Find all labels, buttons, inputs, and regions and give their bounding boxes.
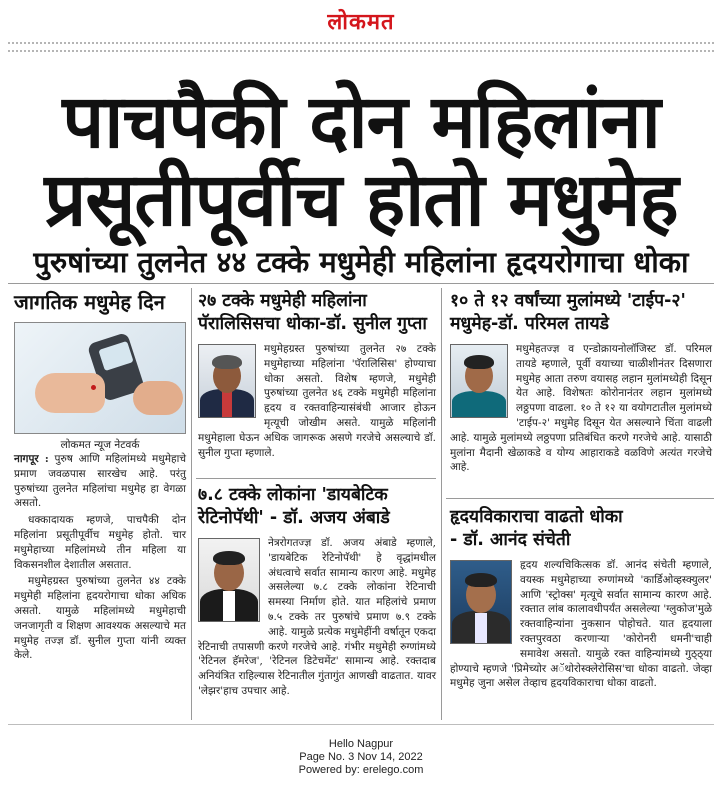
byline: लोकमत न्यूज नेटवर्क — [60, 439, 140, 451]
article-2a-title-line-1: २७ टक्के मधुमेही महिलांना — [198, 291, 367, 311]
article-2b-title-line-1: ७.८ टक्के लोकांना 'डायबेटिक — [198, 485, 388, 505]
masthead — [0, 6, 722, 36]
headline-divider — [8, 283, 714, 284]
article-2a-body — [198, 342, 436, 460]
footer-publication: Hello Nagpur — [328, 738, 394, 750]
article-3b-text: हृदय शल्यचिकित्सक डॉ. आनंद संचेती म्हणाले, वयस्क मधुमेहाच्या रुग्णांमध्ये 'कार्डिओव्हस्क्युलर' आणि 'स्ट्रोक्स' मृत्यूचे सर्वात सामान्य कारण आहे. रक्तात लांब कालावधीपर्यंत असलेल्या 'ग्लुकोज'मुळे रक्तवाहिन्यांना नुकसान पोहोचते. यात हृदयाला रक्तपुरवठा करणाऱ्या 'कोरोनरी धमनी'चाही समावेश असतो. यामुळे रक्त वाहिन्यांमध्ये गुठ्ठ्या होण्याचे म्हणजे 'प्रिमेच्योर अॅथोरोस्क्लेरोसिस'चा धोका वाढतो. जेव्हा मधुमेह जुना असेल तेव्हाच हृदयविकाराचा धोका वाढतो. — [450, 559, 712, 690]
article-diabetic-retinopathy — [198, 484, 436, 701]
article-2b-title-line-2: रेटिनोपॅथी' - डॉ. अजय अंबाडे — [198, 508, 390, 528]
article-2b-text: नेत्ररोगतज्ज्ञ डॉ. अजय अंबाडे म्हणाले, 'डायबेटिक रेटिनोपॅथी' हे वृद्धांमधील अंधत्वाचे सर्वात सामान्य कारण आहे. मधुमेह असलेल्या ७.८ टक्के लोकांना रेटिनाची समस्या निर्माण होते. यात महिलांचे प्रमाण ७.५ टक्के तर पुरुषांचे प्रमाण ७.९ टक्के आहे. यामुळे प्रत्येक मधुमेहींनी वर्षातून एकदा रेटिनाची तपासणी करणे गरजेचे आहे. गंभीर मधुमेही रुग्णांमध्ये 'रेटिनल हॅमरेज', 'रेटिनल डिटेचमेंट' सामान्य आहे. रक्तदाब अनियंत्रित राहिल्यास रेटिनातील गुंतागुंत आणखी वाढतात. यावर 'लेझर'हाच उपचार आहे. — [198, 537, 436, 697]
column-3-divider — [446, 498, 714, 499]
article-3a-text: मधुमेहतज्ज्ञ व एन्डोक्रायनोलॉजिस्ट डॉ. परिमल तायडे म्हणाले, पूर्वी वयाच्या चाळीशीनंतर दिसणारा मधुमेह आता तरुण वयासह लहान मुलांमध्येही दिसून येत आहे. विशेषतः कोरोनानंतर लहान मुलांमध्ये लठ्ठपणा वाढला. १० ते १२ या वयोगटातील मुलांमध्ये 'टाईप-२' मधुमेह दिसून येत असल्याने चिंता वाढली आहे. यामुळे मुलांमध्ये लठ्ठपणा प्रतिबंधित करणे गरजेचे आहे. यासाठी मुलांना मैदानी खेळाकडे व योग्य आहाराकडे वळविणे अत्यंत गरजेचे आहे. — [450, 343, 712, 474]
column-1-title: जागतिक मधुमेह दिन — [14, 290, 165, 314]
top-dotted-rule — [8, 42, 714, 44]
footer-powered-by: Powered by: erelego.com — [298, 764, 424, 776]
dr-anand-sancheti-portrait — [450, 560, 512, 644]
article-3a-body — [450, 342, 712, 475]
dateline: नागपूर : — [14, 453, 49, 465]
dr-sunil-gupta-portrait — [198, 344, 256, 418]
glucometer-photo — [14, 322, 186, 434]
footer-page-date: Page No. 3 Nov 14, 2022 — [299, 751, 423, 763]
article-heart-disease — [450, 506, 712, 693]
article-3b-title-line-2: - डॉ. आनंद संचेती — [450, 530, 571, 550]
main-headline-line-1: पाचपैकी दोन महिलांना — [62, 79, 660, 165]
article-paralysis-risk — [198, 290, 436, 462]
dr-ajay-ambade-portrait — [198, 538, 260, 622]
column-divider-1 — [191, 288, 192, 720]
column-1-paragraph-3: मधुमेहग्रस्त पुरुषांच्या तुलनेत ४४ टक्के मधुमेही महिलांना हृदयरोगाचा धोका अधिक असतो. यामुळे महिलांमध्ये मधुमेहाची जनजागृती व शिक्षण आवश्यक असल्याचे मत मधुमेह तज्ज्ञ डॉ. सुनील गुप्ता यांनी व्यक्त केले. — [14, 575, 186, 662]
article-3b-body — [450, 558, 712, 691]
article-2a-text: मधुमेहग्रस्त पुरुषांच्या तुलनेत २७ टक्के मधुमेहाच्या महिलांना 'पॅरालिसिस' होण्याचा धोका असतो. विशेष म्हणजे, मधुमेही पुरुषांच्या तुलनेत ४६ टक्के मधुमेही महिलांना हृदय व रक्तवाहिन्यासंबंधी आजार होऊन मृत्यूची जोखीम असते. यामुळे महिलांनी मधुमेहाला घेऊन अधिक जागरूक असणे गरजेचे असल्याचे डॉ. सुनील गुप्ता म्हणाले. — [198, 343, 436, 459]
article-type2-children — [450, 290, 712, 477]
column-world-diabetes-day — [14, 288, 186, 665]
bottom-rule — [8, 724, 714, 725]
lokmat-logo: लोकमत — [327, 9, 395, 35]
main-headline-line-2: प्रसूतीपूर्वीच होतो मधुमेह — [44, 157, 678, 243]
article-2b-body — [198, 536, 436, 699]
dr-parimal-tayade-portrait — [450, 344, 508, 418]
article-2a-title-line-2: पॅरालिसिसचा धोका-डॉ. सुनील गुप्ता — [198, 314, 427, 334]
column-1-body — [14, 452, 186, 663]
column-2-divider — [196, 478, 436, 479]
column-1-paragraph-1: पुरुष आणि महिलांमध्ये मधुमेहाचे प्रमाण जवळपास सारखेच आहे. परंतु पुरुषांच्या तुलनेत महिलांचा मधुमेह हा वेगळा असतो. — [14, 453, 186, 510]
article-3b-title-line-1: हृदयविकाराचा वाढतो धोका — [450, 507, 623, 527]
article-3a-title-line-2: मधुमेह-डॉ. परिमल तायडे — [450, 314, 609, 334]
article-3a-title-line-1: १० ते १२ वर्षांच्या मुलांमध्ये 'टाईप-२' — [450, 291, 686, 311]
top-dotted-rule-2 — [8, 50, 714, 52]
sub-headline: पुरुषांच्या तुलनेत ४४ टक्के मधुमेही महिलांना हृदयरोगाचा धोका — [33, 245, 689, 279]
column-divider-2 — [441, 288, 442, 720]
column-1-paragraph-2: धक्कादायक म्हणजे, पाचपैकी दोन महिलांना प्रसूतीपूर्वीच मधुमेह होतो. चार मधुमेहाच्या महिलांमध्ये तीन महिला या विकसनशील देशातील असतात. — [14, 514, 186, 571]
